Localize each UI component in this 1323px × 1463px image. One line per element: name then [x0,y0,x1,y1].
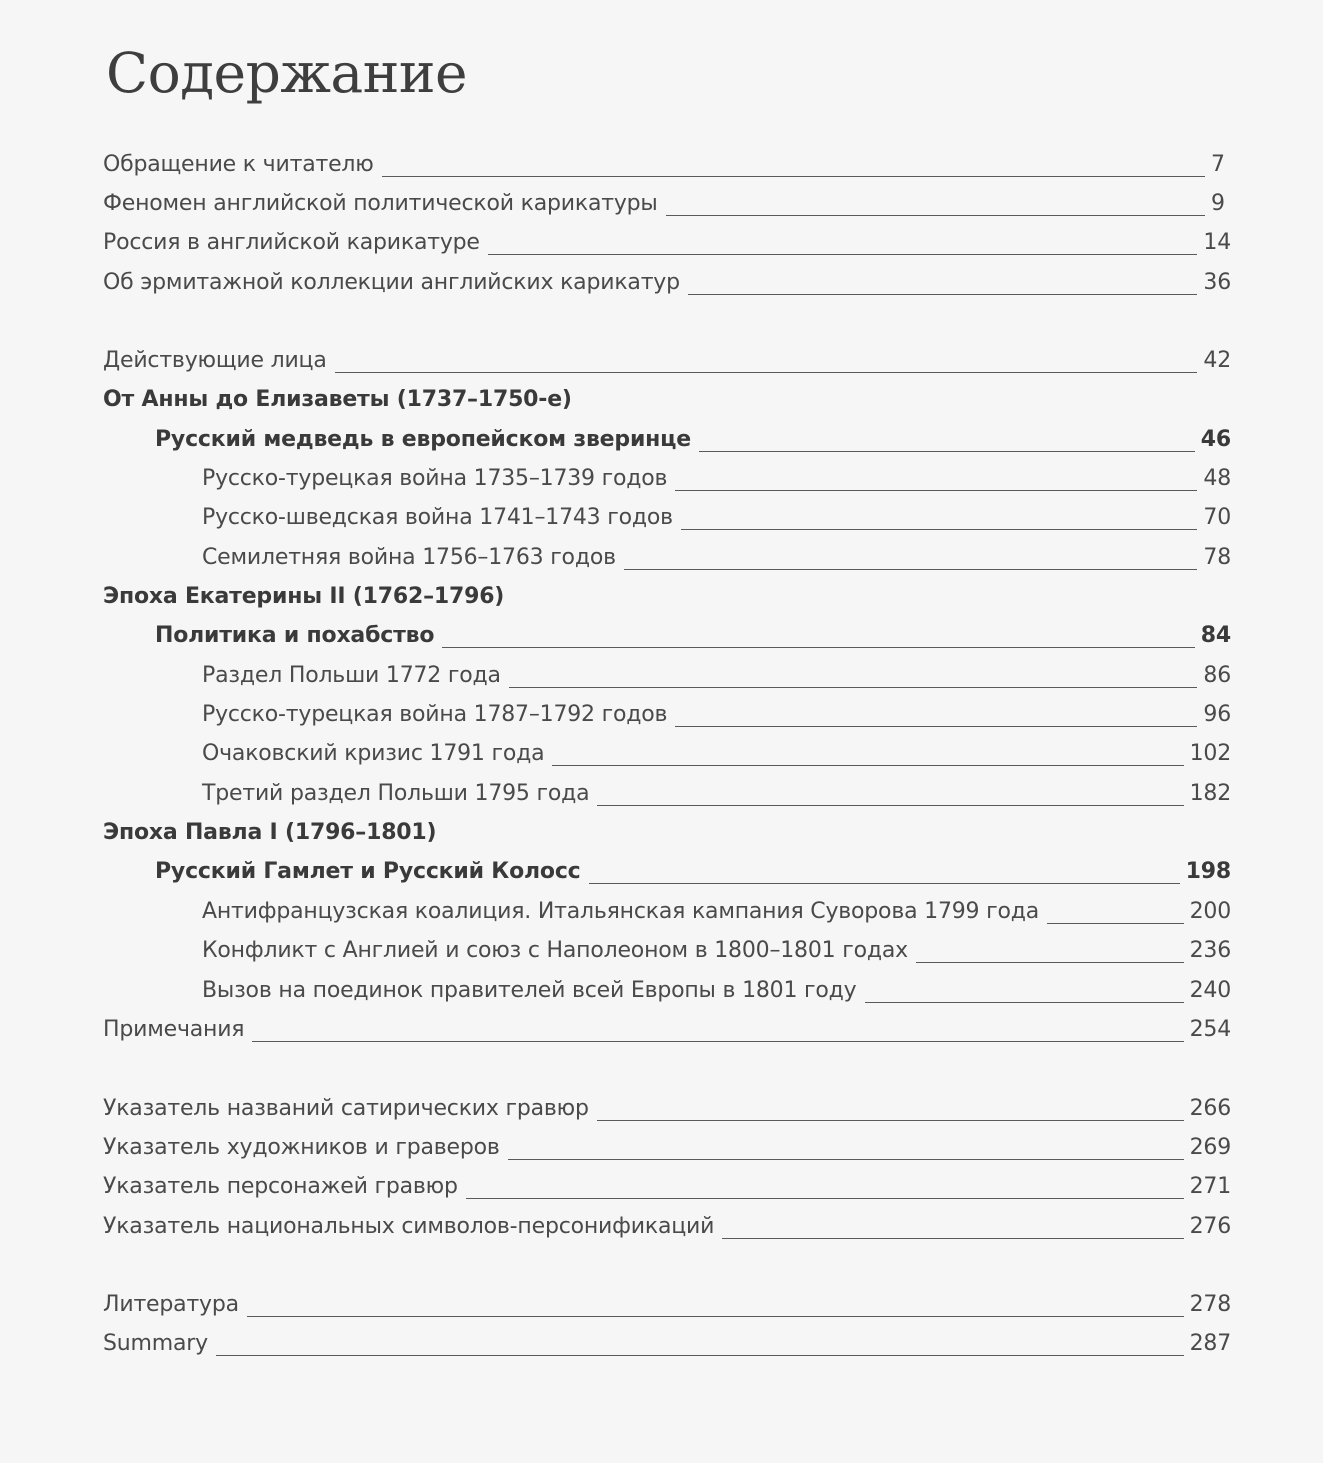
toc-leader-line [509,687,1198,688]
toc-entry-title: Феномен английской политической карикатуры [103,191,658,216]
toc-page-number: 287 [1189,1331,1231,1356]
toc-page-number: 240 [1189,978,1231,1003]
toc-page-number: 7 [1211,152,1225,177]
toc-entry-title: Вызов на поединок правителей всей Европы в 1801 году [202,978,857,1003]
toc-entry-ukazatel-nazvaniy[interactable] [103,1094,1231,1124]
toc-entry-summary[interactable] [103,1329,1231,1359]
toc-entry-fenomen[interactable] [103,189,1231,219]
toc-chapter-politika[interactable] [155,621,1231,651]
toc-leader-line [552,765,1183,766]
toc-leader-line [252,1041,1183,1042]
toc-page-number: 70 [1203,505,1231,530]
toc-entry-russko-turetskaya-1735[interactable] [202,464,1231,494]
toc-leader-line [216,1355,1184,1356]
toc-leader-line [442,647,1195,648]
toc-section-title: От Анны до Елизаветы (1737–1750-е) [103,387,572,412]
toc-chapter-russkiy-medved[interactable] [155,425,1231,455]
toc-page-number: 236 [1189,938,1231,963]
toc-entry-konflikt[interactable] [202,936,1231,966]
toc-entry-ukazatel-khudozhnikov[interactable] [103,1133,1231,1163]
toc-entry-title: Русско-турецкая война 1735–1739 годов [202,466,668,491]
toc-entry-title: Об эрмитажной коллекции английских карикатур [103,270,680,295]
toc-page-number: 276 [1189,1214,1231,1239]
toc-entry-title: Очаковский кризис 1791 года [202,741,545,766]
toc-entry-title: Примечания [103,1017,245,1042]
toc-entry-title: Указатель названий сатирических гравюр [103,1096,589,1121]
toc-leader-line [675,490,1197,491]
toc-page-number: 46 [1200,427,1231,452]
toc-page-number: 200 [1189,899,1231,924]
toc-leader-line [865,1002,1184,1003]
toc-page-number: 78 [1203,545,1231,570]
toc-leader-line [722,1238,1183,1239]
page-title: Содержание [106,41,468,105]
toc-page-number: 198 [1185,859,1231,884]
toc-page-number: 182 [1189,781,1231,806]
toc-entry-title: Политика и похабство [155,623,435,648]
toc-entry-antifrantsuzskaya[interactable] [202,897,1231,927]
toc-entry-title: Литература [103,1292,239,1317]
toc-page-number: 84 [1200,623,1231,648]
toc-entry-ob-ermitazhnoy[interactable] [103,268,1231,298]
toc-page-number: 254 [1189,1017,1231,1042]
toc-leader-line [466,1198,1184,1199]
toc-page-number: 271 [1189,1174,1231,1199]
toc-entry-title: Раздел Польши 1772 года [202,663,501,688]
toc-leader-line [675,726,1197,727]
toc-entry-vyzov[interactable] [202,976,1231,1006]
toc-entry-obrashchenie[interactable] [103,150,1231,180]
toc-page-number: 36 [1203,270,1231,295]
toc-leader-line [589,883,1180,884]
toc-entry-rossiya[interactable] [103,228,1231,258]
toc-entry-ukazatel-simvolov[interactable] [103,1212,1231,1242]
toc-leader-line [597,1120,1184,1121]
toc-page-number: 278 [1189,1292,1231,1317]
toc-page-number: 266 [1189,1096,1231,1121]
toc-leader-line [688,294,1197,295]
toc-entry-russko-shvedskaya[interactable] [202,503,1231,533]
toc-entry-title: Русский Гамлет и Русский Колосс [155,859,581,884]
toc-leader-line [1047,923,1184,924]
toc-leader-line [916,962,1184,963]
toc-entry-russko-turetskaya-1787[interactable] [202,700,1231,730]
toc-section-title: Эпоха Павла I (1796–1801) [103,820,437,845]
toc-entry-title: Третий раздел Польши 1795 года [202,781,590,806]
toc-page-number: 42 [1203,348,1231,373]
toc-chapter-russkiy-gamlet[interactable] [155,857,1231,887]
toc-section-pavel[interactable] [103,818,1231,848]
toc-entry-semiletnyaya[interactable] [202,543,1231,573]
toc-page-number: 102 [1189,741,1231,766]
toc-leader-line [699,451,1195,452]
toc-leader-line [597,805,1183,806]
toc-entry-title: Русско-турецкая война 1787–1792 годов [202,702,668,727]
toc-entry-title: Русский медведь в европейском зверинце [155,427,691,452]
toc-entry-razdel-polshi-1772[interactable] [202,661,1231,691]
toc-page-number: 86 [1203,663,1231,688]
toc-page-number: 269 [1189,1135,1231,1160]
toc-leader-line [624,569,1198,570]
toc-entry-literatura[interactable] [103,1290,1231,1320]
toc-entry-title: Обращение к читателю [103,152,374,177]
toc-leader-line [335,372,1198,373]
toc-leader-line [488,254,1198,255]
toc-entry-title: Указатель художников и граверов [103,1135,500,1160]
toc-leader-line [508,1159,1184,1160]
toc-entry-title: Россия в английской карикатуре [103,230,480,255]
toc-page-number: 14 [1203,230,1231,255]
toc-entry-deystvuyushchie[interactable] [103,346,1231,376]
toc-entry-ukazatel-personazhey[interactable] [103,1172,1231,1202]
toc-page-number: 48 [1203,466,1231,491]
toc-leader-line [247,1316,1184,1317]
toc-leader-line [681,529,1197,530]
toc-entry-title: Summary [103,1331,208,1356]
toc-entry-title: Действующие лица [103,348,327,373]
toc-entry-primechaniya[interactable] [103,1015,1231,1045]
toc-section-title: Эпоха Екатерины II (1762–1796) [103,584,505,609]
toc-page-number: 96 [1203,702,1231,727]
toc-entry-title: Конфликт с Англией и союз с Наполеоном в 1800–1801 годах [202,938,908,963]
toc-page-number: 9 [1211,191,1225,216]
toc-section-ekaterina[interactable] [103,582,1231,612]
toc-entry-title: Указатель национальных символов-персонификаций [103,1214,715,1239]
toc-entry-title: Указатель персонажей гравюр [103,1174,458,1199]
toc-section-anna-elizaveta[interactable] [103,385,1231,415]
toc-leader-line [382,176,1205,177]
toc-entry-title: Русско-шведская война 1741–1743 годов [202,505,673,530]
toc-entry-tretiy-razdel[interactable] [202,779,1231,809]
toc-entry-title: Семилетняя война 1756–1763 годов [202,545,616,570]
toc-entry-title: Антифранцузская коалиция. Итальянская кампания Суворова 1799 года [202,899,1040,924]
toc-entry-ochakovskiy[interactable] [202,739,1231,769]
toc-leader-line [666,215,1205,216]
